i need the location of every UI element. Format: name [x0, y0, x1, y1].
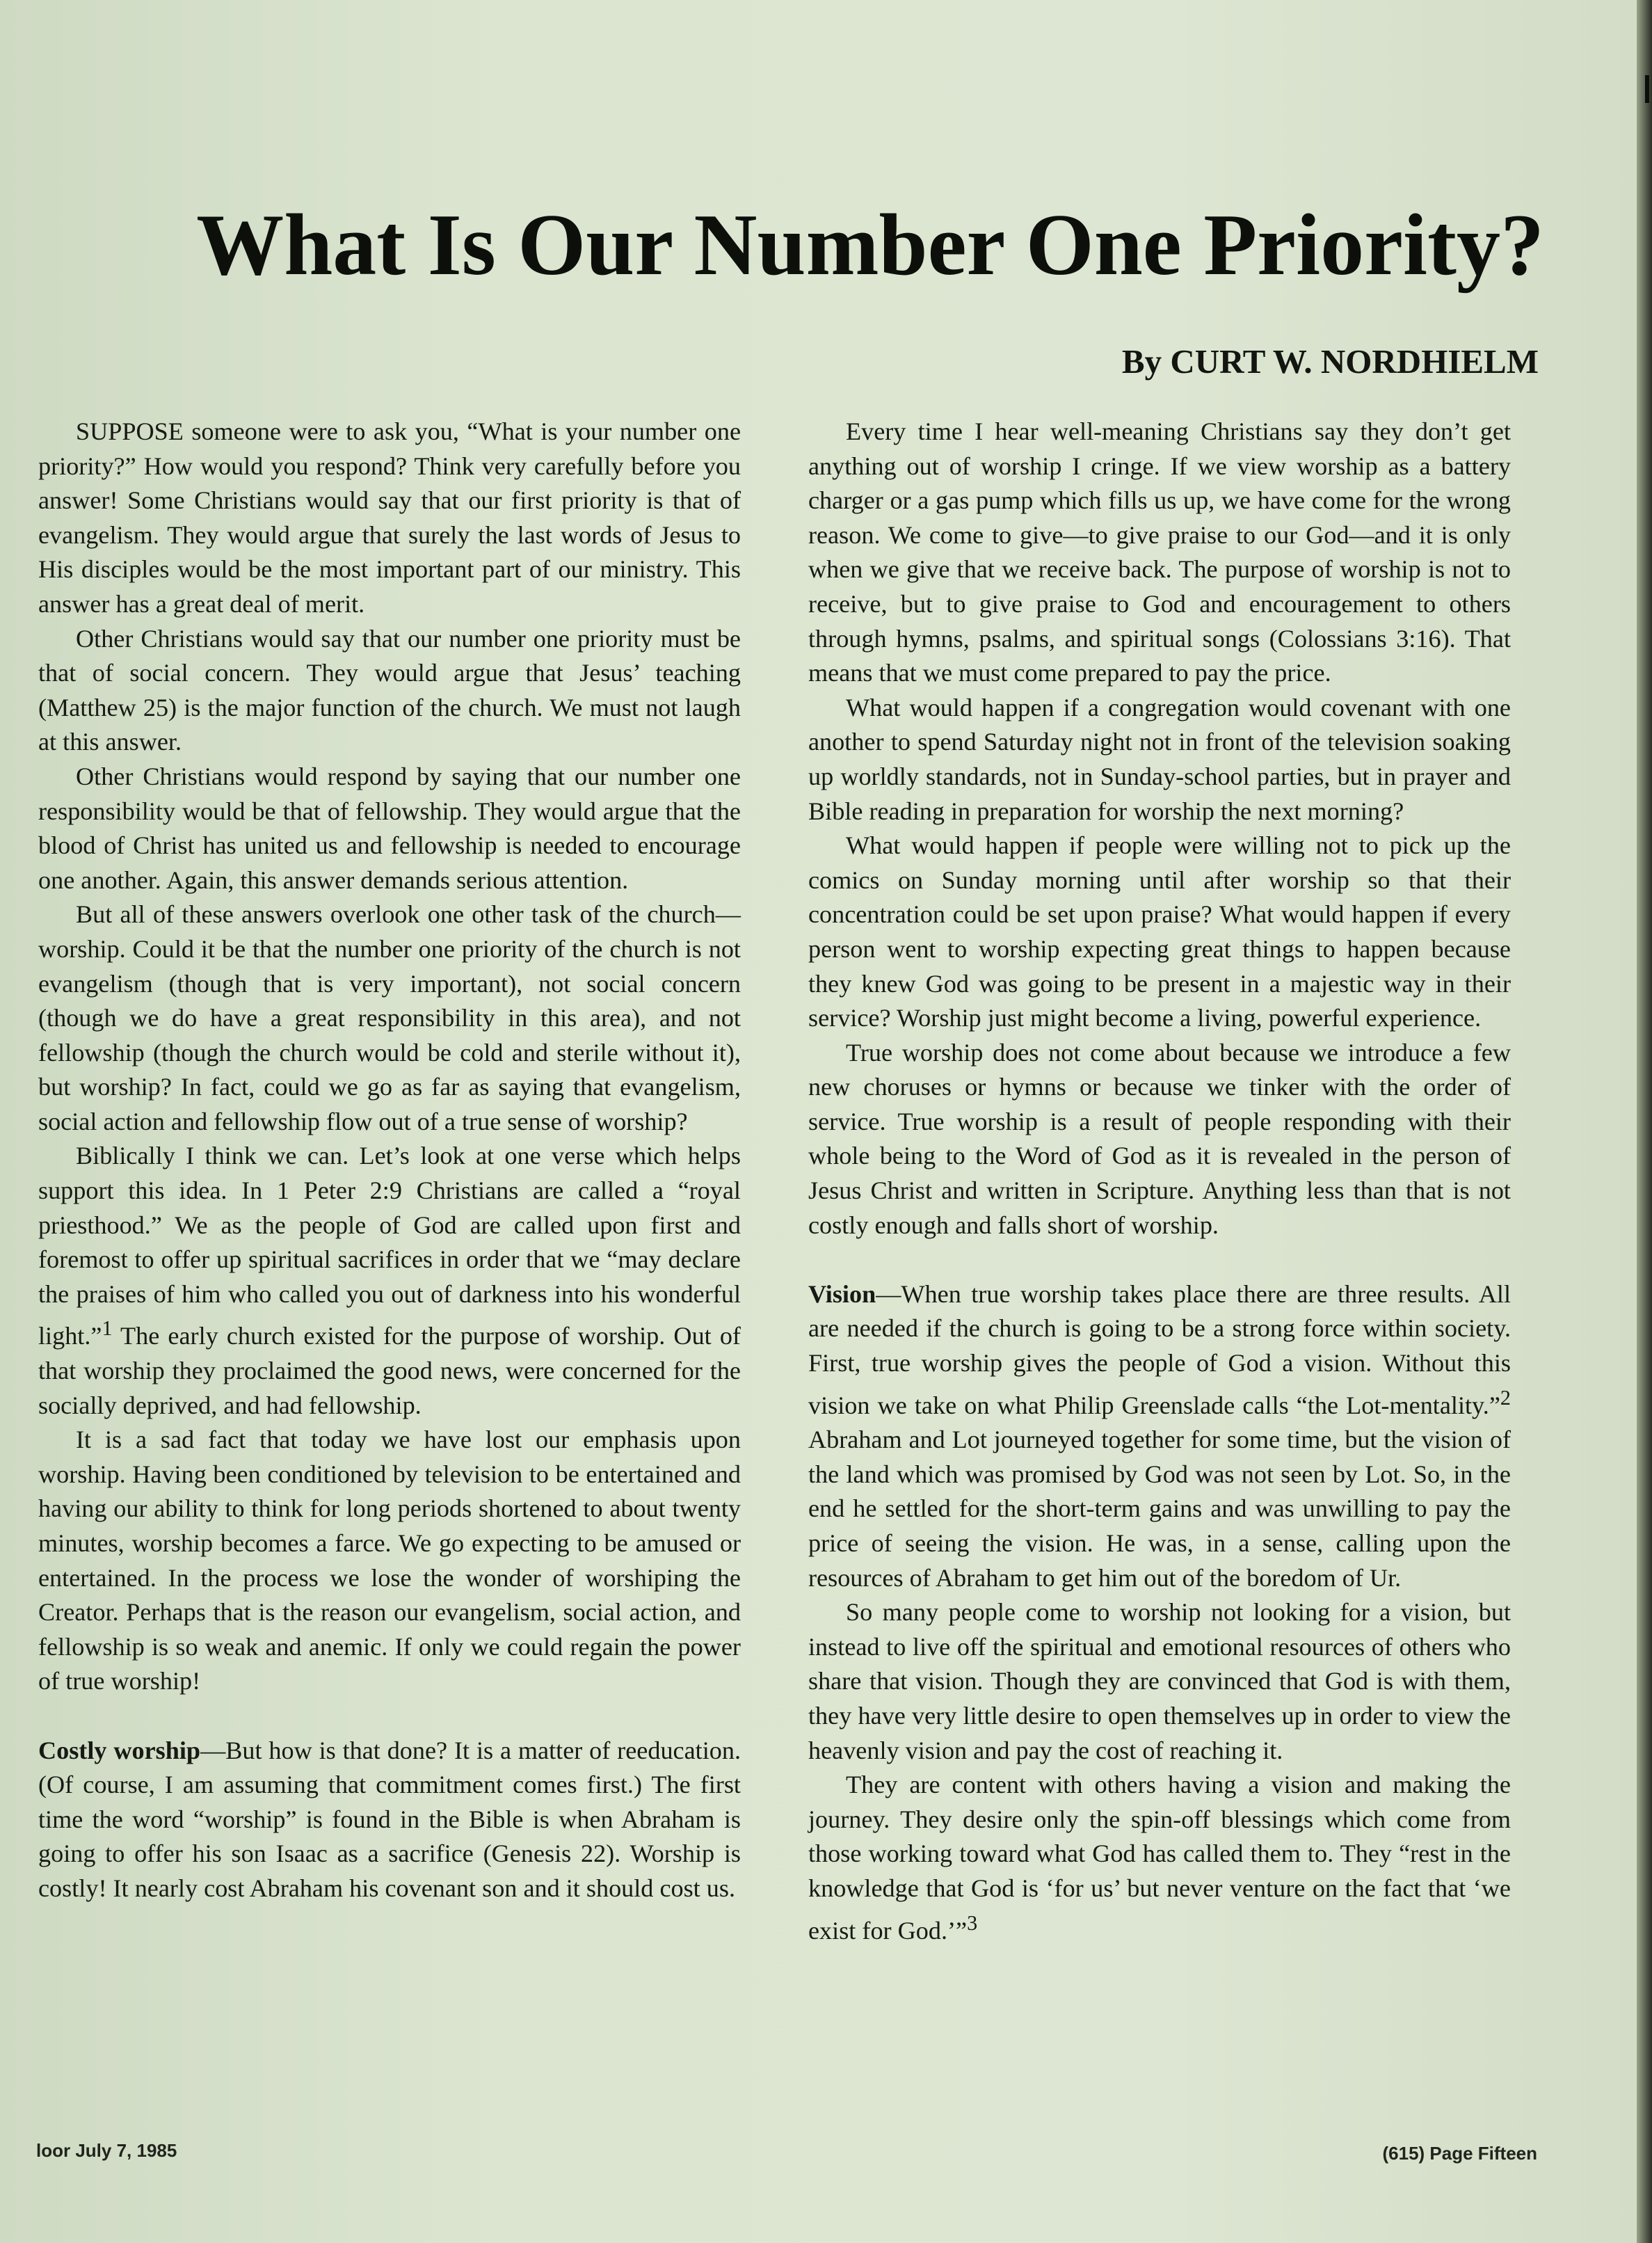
section-heading: Costly worship	[38, 1736, 201, 1764]
paragraph-text: Abraham and Lot journeyed together for some time, but the vision of the land which was promised by God was not seen by Lot. So, in the end he settled for the short-term gains and was unwilling to pay the price of seeing the vision. He was, in a sense, calling upon the resources of Abraham to get him out of the boredom of Ur.	[808, 1426, 1511, 1592]
paragraph: But all of these answers overlook one other task of the church—worship. Could it be that the number one priority of the church is not evangelism (though that is very important), not social concern (though we do have a great responsibility in this area), and not fellowship (though the church would be cold and sterile without it), but worship? In fact, could we go as far as saying that evangelism, social action and fellowship flow out of a true sense of worship?	[38, 900, 741, 1135]
paragraph: What would happen if people were willing not to pick up the comics on Sunday morning until after worship so that their concentration could be set upon praise? What would happen if every person went to worship expecting great things to happen because they knew God was going to be present in a majestic way in their service? Worship just might become a living, powerful experience.	[808, 831, 1511, 1032]
paragraph-text: Biblically I think we can. Let’s look at one verse which helps support this idea. In 1 Peter 2:9 Christians are called a “royal priesthood.” We as the people of God are called upon first and foremost to offer up spiritual sacrifices in order that we “may declare the praises of him who called you out of darkness into his wonderful light.”	[38, 1142, 741, 1350]
footnote-marker: 3	[967, 1910, 978, 1935]
paragraph: So many people come to worship not looking for a vision, but instead to live off the spiritual and emotional resources of others who share that vision. Though they are convinced that God is with them, they have very little desire to open themselves up in order to view the heavenly vision and pay the cost of reaching it.	[808, 1598, 1511, 1764]
footer-date: loor July 7, 1985	[36, 2140, 177, 2161]
paragraph: SUPPOSE someone were to ask you, “What is your number one priority?” How would you respond? Think very carefully before you answer! Some Christians would say that our first priority is that of evangelism. They would argue that surely the last words of Jesus to His disciples would be the most important part of our ministry. This answer has a great deal of merit.	[38, 417, 741, 618]
article-title: What Is Our Number One Priority?	[196, 197, 1544, 294]
paragraph: Other Christians would say that our number one priority must be that of social concern. They would argue that Jesus’ teaching (Matthew 25) is the major function of the church. We must not laugh at this answer.	[38, 624, 741, 756]
paragraph-text: The early church existed for the purpose of worship. Out of that worship they proclaimed the good news, were concerned for the socially deprived, and had fellowship.	[38, 1322, 741, 1419]
paragraph	[38, 1139, 741, 1423]
paragraph: What would happen if a congregation would covenant with one another to spend Saturday night not in front of the television soaking up worldly standards, not in Sunday-school parties, but in prayer and Bible reading in preparation for worship the next morning?	[808, 693, 1511, 825]
paragraph	[808, 1768, 1511, 1948]
section-heading: Vision	[808, 1279, 876, 1308]
paragraph-text: —When true worship takes place there are three results. All are needed if the church is going to be a strong force within society. First, true worship gives the people of God a vision. Without this vision we take on what Philip Greenslade calls “the Lot-mentality.”	[808, 1279, 1511, 1419]
edge-mark	[1645, 75, 1649, 103]
footnote-marker: 2	[1500, 1385, 1511, 1410]
left-column	[38, 415, 741, 1906]
paragraph: Every time I hear well-meaning Christians say they don’t get anything out of worship I cringe. If we view worship as a battery charger or a gas pump which fills us up, we have come for the wrong reason. We come to give—to give praise to our God—and it is only when we give that we receive back. The purpose of worship is not to receive, but to give praise to God and encouragement to others through hymns, psalms, and spiritual songs (Colossians 3:16). That means that we must come prepared to pay the price.	[808, 417, 1511, 687]
paragraph: It is a sad fact that today we have lost our emphasis upon worship. Having been conditioned by television to be entertained and having our ability to think for long periods shortened to about twenty minutes, worship becomes a farce. We go expecting to be amused or entertained. In the process we lose the wonder of worshiping the Creator. Perhaps that is the reason our evangelism, social action, and fellowship is so weak and anemic. If only we could regain the power of true worship!	[38, 1426, 741, 1695]
page-edge-shadow	[1637, 0, 1652, 2243]
paragraph: True worship does not come about because we introduce a few new choruses or hymns or because we tinker with the order of service. True worship is a result of people responding with their whole being to the Word of God as it is revealed in the person of Jesus Christ and written in Scripture. Anything less than that is not costly enough and falls short of worship.	[808, 1038, 1511, 1239]
section-paragraph	[38, 1734, 741, 1906]
right-column	[808, 415, 1511, 1948]
paragraph: Other Christians would respond by saying that our number one responsibility would be that of fellowship. They would argue that the blood of Christ has united us and fellowship is needed to encourage one another. Again, this answer demands serious attention.	[38, 762, 741, 894]
paragraph-text: —But how is that done? It is a matter of reeducation. (Of course, I am assuming that commitment comes first.) The first time the word “worship” is found in the Bible is when Abraham is going to offer his son Isaac as a sacrifice (Genesis 22). Worship is costly! It nearly cost Abraham his covenant son and it should cost us.	[38, 1736, 741, 1902]
section-paragraph	[808, 1277, 1511, 1595]
footer-page-number: (615) Page Fifteen	[1382, 2143, 1537, 2164]
footnote-marker: 1	[102, 1316, 113, 1341]
paragraph-text: They are content with others having a vision and making the journey. They desire only the spin-off blessings which come from those working toward what God has called them to. They “rest in the knowledge that God is ‘for us’ but never venture on the fact that ‘we exist for God.’”	[808, 1771, 1511, 1945]
article-byline: By CURT W. NORDHIELM	[1121, 342, 1539, 381]
